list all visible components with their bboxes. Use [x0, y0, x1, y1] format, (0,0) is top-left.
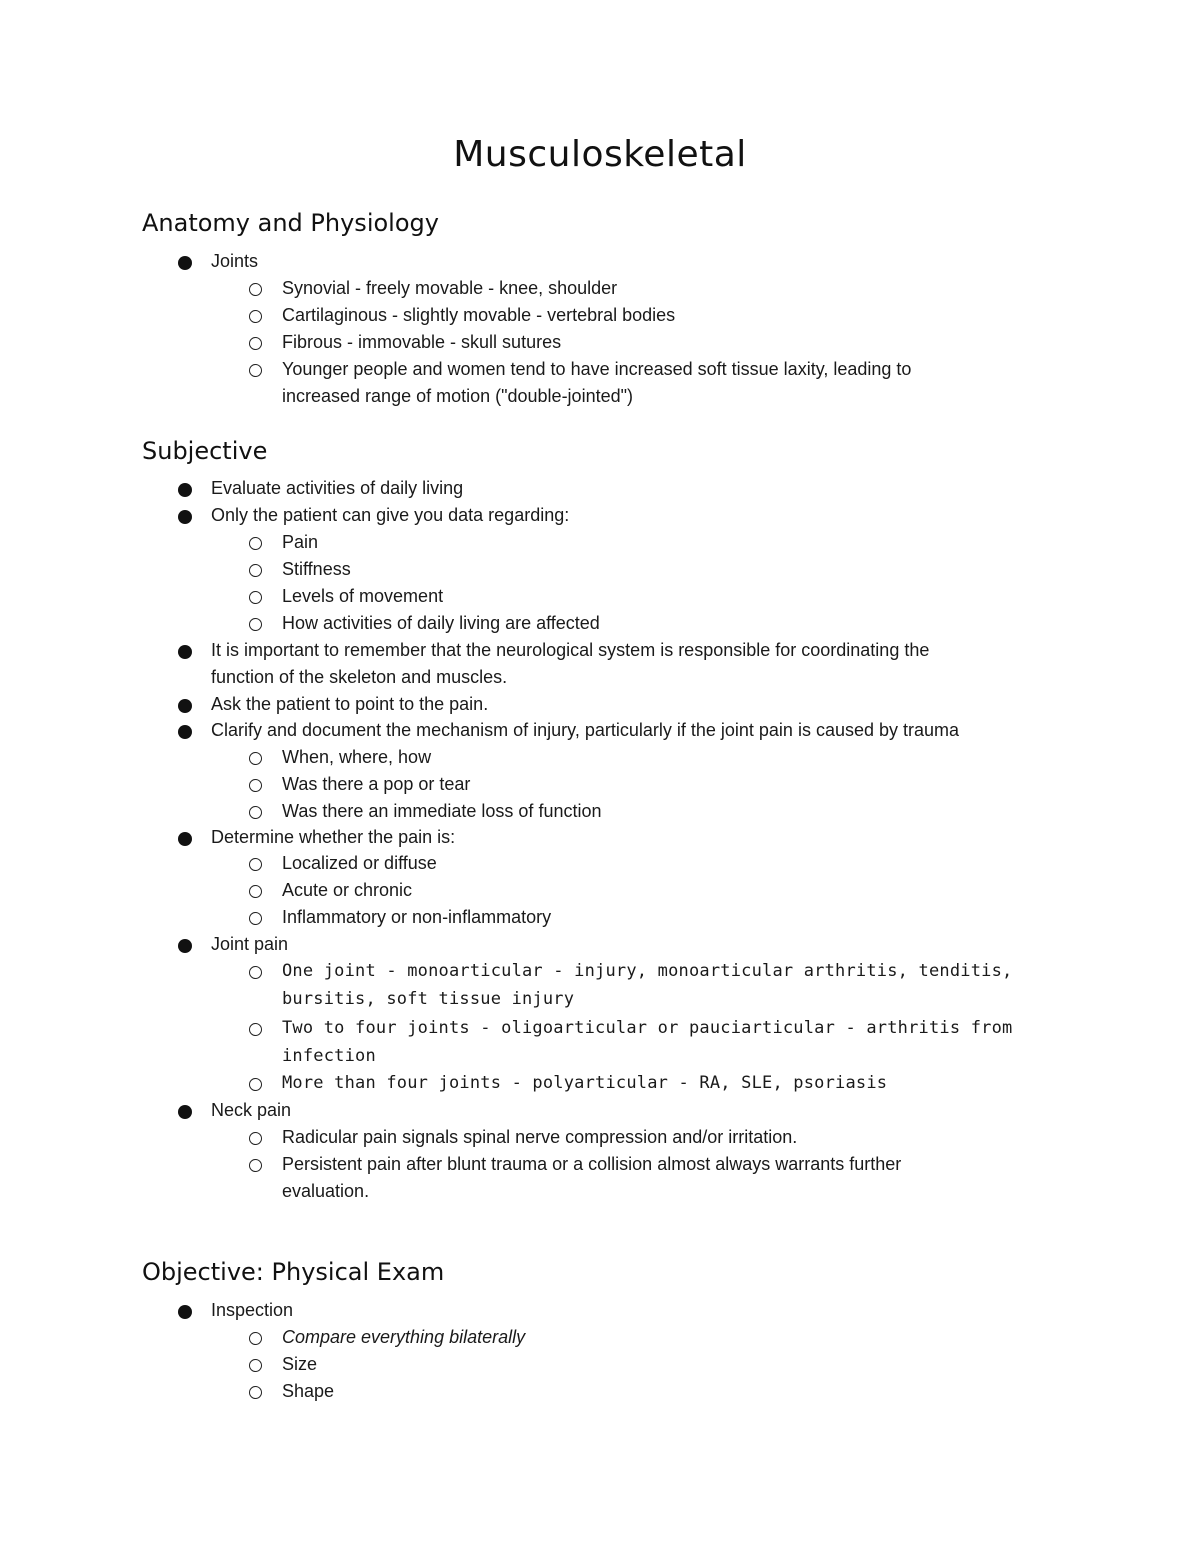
bullet-icon	[178, 725, 192, 739]
circle-bullet-icon	[249, 1359, 262, 1372]
circle-bullet-icon	[249, 1023, 262, 1036]
list-item: Radicular pain signals spinal nerve compression and/or irritation.	[282, 1127, 798, 1147]
list-item-continuation: increased range of motion ("double-jointed")	[282, 386, 633, 406]
list-item: Shape	[282, 1381, 335, 1401]
list-item: Was there an immediate loss of function	[282, 801, 602, 821]
list-item: Two to four joints - oligoarticular or pauciarticular - arthritis from	[282, 1018, 1013, 1038]
list-item: Was there a pop or tear	[282, 774, 471, 794]
circle-bullet-icon	[249, 310, 262, 323]
bullet-icon	[178, 1105, 192, 1119]
circle-bullet-icon	[249, 885, 262, 898]
circle-bullet-icon	[249, 564, 262, 577]
list-item: One joint - monoarticular - injury, monoarticular arthritis, tenditis,	[282, 961, 1013, 981]
circle-bullet-icon	[249, 779, 262, 792]
list-item: Inspection	[211, 1300, 294, 1320]
circle-bullet-icon	[249, 858, 262, 871]
list-item: When, where, how	[282, 747, 432, 767]
list-item: Levels of movement	[282, 586, 444, 606]
page-title: Musculoskeletal	[453, 134, 747, 175]
list-item: Pain	[282, 532, 319, 552]
bullet-icon	[178, 483, 192, 497]
heading-anatomy: Anatomy and Physiology	[142, 209, 439, 237]
list-item: Persistent pain after blunt trauma or a collision almost always warrants further	[282, 1154, 902, 1174]
bullet-icon	[178, 1305, 192, 1319]
heading-objective: Objective: Physical Exam	[142, 1258, 445, 1286]
bullet-icon	[178, 832, 192, 846]
bullet-icon	[178, 256, 192, 270]
list-item: Joint pain	[211, 934, 289, 954]
circle-bullet-icon	[249, 1159, 262, 1172]
circle-bullet-icon	[249, 1078, 262, 1091]
list-item-continuation: function of the skeleton and muscles.	[211, 667, 508, 687]
circle-bullet-icon	[249, 966, 262, 979]
list-item: Joints	[211, 251, 259, 271]
bullet-icon	[178, 939, 192, 953]
circle-bullet-icon	[249, 806, 262, 819]
circle-bullet-icon	[249, 618, 262, 631]
list-item: It is important to remember that the neurological system is responsible for coordinating the	[211, 640, 930, 660]
list-item: Cartilaginous - slightly movable - vertebral bodies	[282, 305, 676, 325]
bullet-icon	[178, 645, 192, 659]
circle-bullet-icon	[249, 1332, 262, 1345]
list-item: Clarify and document the mechanism of injury, particularly if the joint pain is caused by trauma	[211, 720, 960, 740]
list-item-continuation: bursitis, soft tissue injury	[282, 989, 575, 1009]
circle-bullet-icon	[249, 912, 262, 925]
circle-bullet-icon	[249, 1132, 262, 1145]
list-item-continuation: evaluation.	[282, 1181, 370, 1201]
list-item: Stiffness	[282, 559, 351, 579]
list-item: Compare everything bilaterally	[282, 1327, 526, 1347]
list-item: Determine whether the pain is:	[211, 827, 456, 847]
list-item: Size	[282, 1354, 318, 1374]
circle-bullet-icon	[249, 337, 262, 350]
list-item: Younger people and women tend to have increased soft tissue laxity, leading to	[282, 359, 912, 379]
circle-bullet-icon	[249, 752, 262, 765]
list-item: Acute or chronic	[282, 880, 413, 900]
circle-bullet-icon	[249, 537, 262, 550]
list-item: Evaluate activities of daily living	[211, 478, 464, 498]
circle-bullet-icon	[249, 364, 262, 377]
bullet-icon	[178, 699, 192, 713]
list-item: Localized or diffuse	[282, 853, 437, 873]
circle-bullet-icon	[249, 591, 262, 604]
circle-bullet-icon	[249, 283, 262, 296]
list-item-continuation: infection	[282, 1046, 376, 1066]
list-item: Synovial - freely movable - knee, shoulder	[282, 278, 618, 298]
list-item: How activities of daily living are affected	[282, 613, 600, 633]
bullet-icon	[178, 510, 192, 524]
heading-subjective: Subjective	[142, 437, 268, 465]
list-item: Ask the patient to point to the pain.	[211, 694, 489, 714]
list-item: Fibrous - immovable - skull sutures	[282, 332, 562, 352]
list-item: Inflammatory or non-inflammatory	[282, 907, 552, 927]
list-item: More than four joints - polyarticular - RA, SLE, psoriasis	[282, 1073, 888, 1093]
circle-bullet-icon	[249, 1386, 262, 1399]
list-item: Neck pain	[211, 1100, 292, 1120]
list-item: Only the patient can give you data regarding:	[211, 505, 570, 525]
